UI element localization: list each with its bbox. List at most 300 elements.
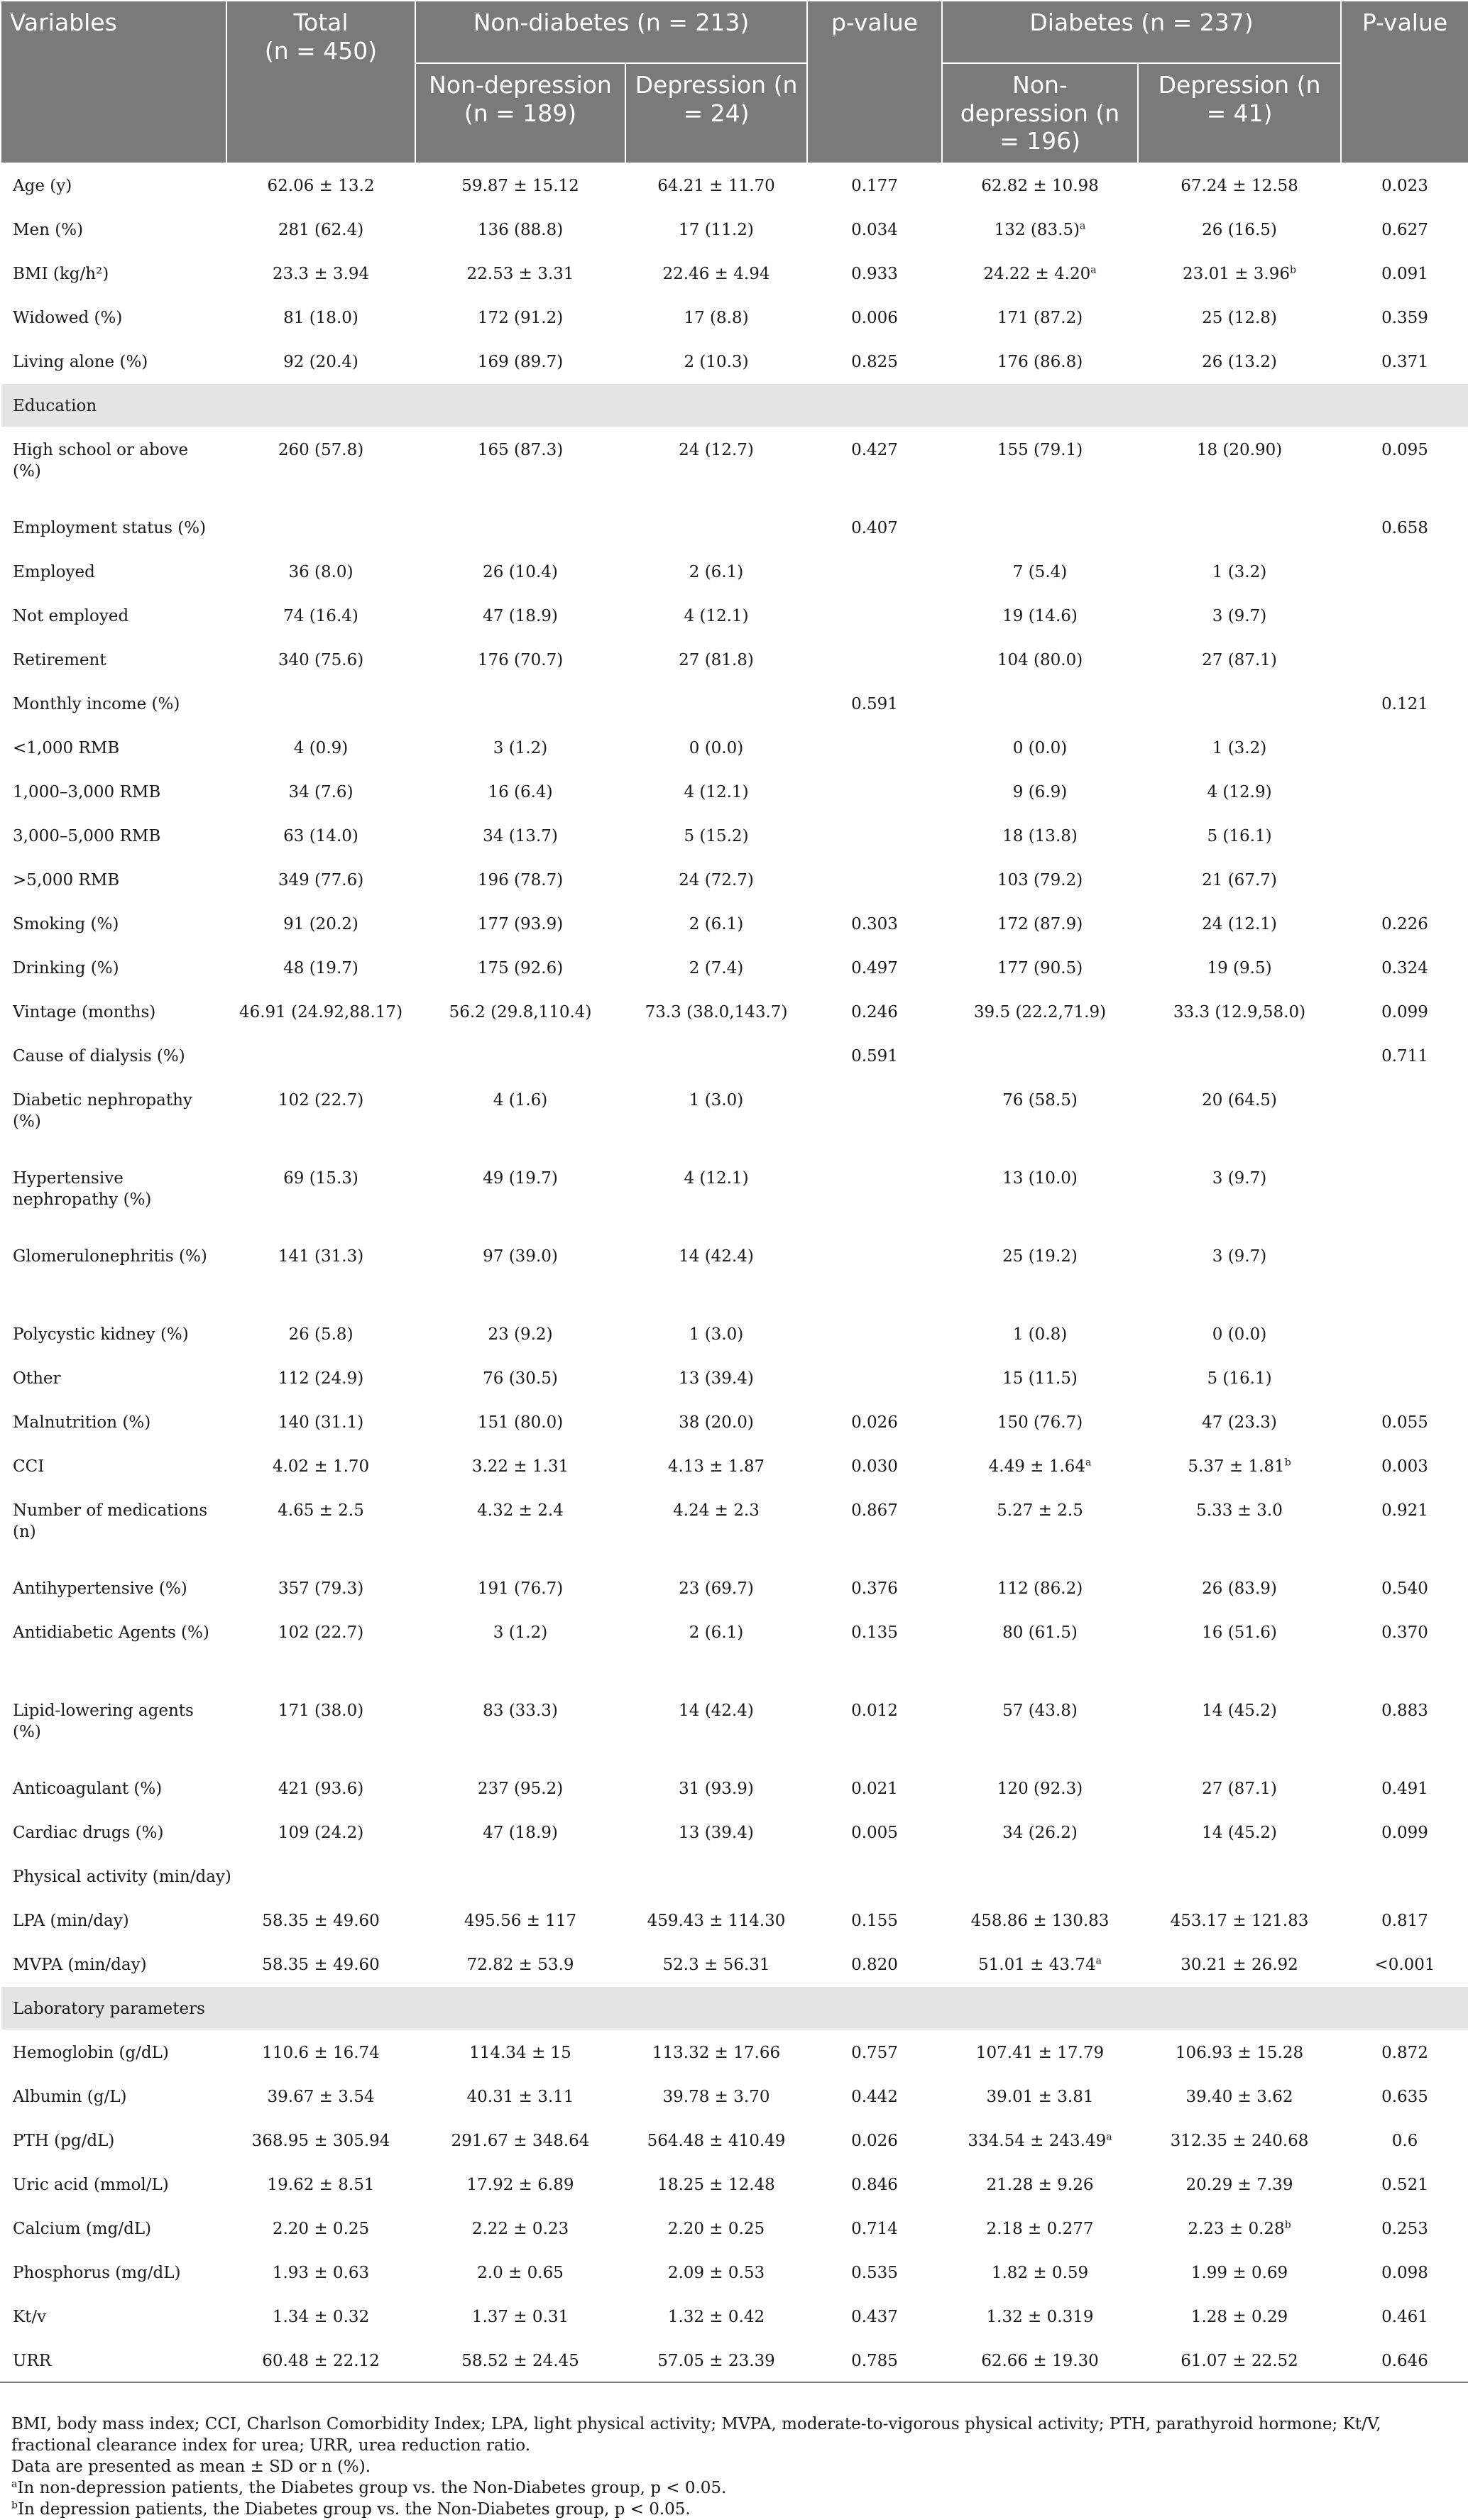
cell-d-dep — [1138, 593, 1341, 637]
footnote-marker: a — [1106, 2131, 1112, 2143]
cell-value: 17.92 ± 6.89 — [466, 2175, 574, 2194]
cell-total — [226, 946, 415, 990]
cell-value: 5.27 ± 2.5 — [997, 1501, 1083, 1520]
footnote-b-mark: b — [11, 2499, 18, 2511]
cell-p-value-1 — [807, 2294, 942, 2338]
cell-nd-dep — [625, 505, 807, 549]
cell-d-nondep — [942, 946, 1138, 990]
cell-value: 9 (6.9) — [1012, 782, 1068, 801]
cell-value: 0.246 — [851, 1002, 898, 1021]
cell-value: 20 (64.5) — [1202, 1090, 1277, 1110]
cell-value: 18 (20.90) — [1196, 440, 1283, 459]
cell-p-value-1 — [807, 1810, 942, 1854]
cell-value: 46.91 (24.92,88.17) — [239, 1002, 403, 1021]
cell-nd-nondep — [415, 295, 625, 339]
cell-value: 112 (86.2) — [997, 1579, 1083, 1598]
cell-value: 14 (45.2) — [1202, 1701, 1277, 1720]
cell-value: 39.40 ± 3.62 — [1185, 2087, 1293, 2106]
cell-d-dep — [1138, 2206, 1341, 2250]
cell-value: 3 (9.7) — [1212, 1168, 1267, 1188]
cell-value: 4.32 ± 2.4 — [477, 1501, 564, 1520]
cell-value: 5 (15.2) — [684, 826, 749, 845]
cell-value: 106.93 ± 15.28 — [1175, 2043, 1304, 2062]
cell-value: 0.867 — [851, 1501, 898, 1520]
cell-nd-nondep — [415, 2074, 625, 2118]
cell-p-value-2 — [1341, 858, 1468, 902]
cell-nd-dep — [625, 1034, 807, 1078]
cell-value: 0.521 — [1381, 2175, 1428, 2194]
cell-d-dep — [1138, 769, 1341, 813]
cell-p-value-2 — [1341, 549, 1468, 593]
table-row — [1, 2030, 1468, 2074]
cell-p-value-2 — [1341, 1156, 1468, 1234]
footnote-marker: b — [1290, 264, 1296, 276]
cell-value: 0 (0.0) — [1012, 738, 1068, 757]
cell-total — [226, 1942, 415, 1986]
cell-value: 0.591 — [851, 1046, 898, 1065]
cell-value: 0.540 — [1381, 1579, 1428, 1598]
cell-total — [226, 2338, 415, 2382]
row-variable: Living alone (%) — [1, 339, 226, 383]
cell-d-dep — [1138, 1898, 1341, 1942]
table-row — [1, 1034, 1468, 1078]
cell-value: 0.371 — [1381, 352, 1428, 371]
cell-value: 2.22 ± 0.23 — [471, 2219, 569, 2238]
cell-d-nondep — [942, 990, 1138, 1034]
cell-value: 0.872 — [1381, 2043, 1428, 2062]
cell-p-value-1 — [807, 339, 942, 383]
cell-nd-dep — [625, 1942, 807, 1986]
cell-value: 59.87 ± 15.12 — [461, 176, 579, 195]
cell-p-value-1 — [807, 902, 942, 946]
cell-value: 495.56 ± 117 — [464, 1911, 577, 1930]
cell-value: 76 (30.5) — [483, 1369, 558, 1388]
cell-value: 1.82 ± 0.59 — [991, 2263, 1089, 2282]
cell-value: 57 (43.8) — [1002, 1701, 1078, 1720]
cell-p-value-1 — [807, 2206, 942, 2250]
footnote-a-text: In non-depression patients, the Diabetes group vs. the Non-Diabetes group, p < 0.05. — [17, 2479, 727, 2497]
cell-nd-dep — [625, 1356, 807, 1400]
cell-nd-nondep — [415, 1610, 625, 1688]
cell-total — [226, 769, 415, 813]
table-row — [1, 1766, 1468, 1810]
cell-total — [226, 2250, 415, 2294]
cell-p-value-1 — [807, 1034, 942, 1078]
cell-d-dep — [1138, 295, 1341, 339]
cell-p-value-1 — [807, 813, 942, 858]
cell-value: 4 (12.1) — [684, 1168, 749, 1188]
cell-value: 0.003 — [1381, 1457, 1428, 1476]
cell-value: 0.427 — [851, 440, 898, 459]
cell-value: 0.627 — [1381, 220, 1428, 239]
cell-nd-dep — [625, 2030, 807, 2074]
cell-nd-dep — [625, 1610, 807, 1688]
cell-nd-dep — [625, 295, 807, 339]
cell-value: 49 (19.7) — [483, 1168, 558, 1188]
row-variable: Widowed (%) — [1, 295, 226, 339]
cell-p-value-2 — [1341, 2030, 1468, 2074]
cell-nd-nondep — [415, 505, 625, 549]
cell-nd-dep — [625, 769, 807, 813]
cell-p-value-1 — [807, 1766, 942, 1810]
cell-nd-dep — [625, 1488, 807, 1566]
table-row — [1, 1854, 1468, 1898]
cell-value: 1.32 ± 0.319 — [986, 2307, 1094, 2326]
cell-p-value-2 — [1341, 2250, 1468, 2294]
table-row — [1, 1234, 1468, 1312]
cell-value: 0.817 — [1381, 1911, 1428, 1930]
cell-d-dep — [1138, 251, 1341, 295]
cell-nd-dep — [625, 1810, 807, 1854]
cell-nd-nondep — [415, 769, 625, 813]
table-row — [1, 383, 1468, 427]
cell-d-nondep — [942, 637, 1138, 681]
cell-value: 196 (78.7) — [477, 870, 564, 889]
cell-value: 1 (0.8) — [1012, 1325, 1068, 1344]
cell-value: 47 (18.9) — [483, 1823, 558, 1842]
row-variable: Phosphorus (mg/dL) — [1, 2250, 226, 2294]
row-variable: Cause of dialysis (%) — [1, 1034, 226, 1078]
cell-value: 2.20 ± 0.25 — [272, 2219, 370, 2238]
cell-value: 23.01 ± 3.96 — [1183, 264, 1290, 283]
table-row — [1, 1156, 1468, 1234]
cell-value: 0.023 — [1381, 176, 1428, 195]
footnote-marker: a — [1085, 1457, 1092, 1469]
cell-value: 0.820 — [851, 1955, 898, 1974]
table-row — [1, 2294, 1468, 2338]
cell-value: 104 (80.0) — [997, 650, 1083, 669]
footnote-marker: b — [1284, 1457, 1291, 1469]
cell-p-value-2 — [1341, 1234, 1468, 1312]
cell-nd-nondep — [415, 1078, 625, 1156]
cell-nd-dep — [625, 902, 807, 946]
cell-d-nondep — [942, 1400, 1138, 1444]
row-variable: Hypertensive nephropathy (%) — [1, 1156, 226, 1234]
footnote-marker: a — [1090, 264, 1097, 276]
table-row — [1, 1942, 1468, 1986]
cell-value: 1 (3.0) — [689, 1325, 744, 1344]
table-row — [1, 339, 1468, 383]
cell-p-value-2 — [1341, 1400, 1468, 1444]
cell-d-dep — [1138, 681, 1341, 725]
cell-value: 26 (5.8) — [288, 1325, 354, 1344]
cell-value: 0.095 — [1381, 440, 1428, 459]
footnote-marker: a — [1095, 1955, 1102, 1967]
cell-p-value-2 — [1341, 681, 1468, 725]
cell-p-value-1 — [807, 637, 942, 681]
cell-p-value-2 — [1341, 2338, 1468, 2382]
cell-value: 0.091 — [1381, 264, 1428, 283]
cell-value: 0.491 — [1381, 1779, 1428, 1798]
cell-nd-dep — [625, 163, 807, 207]
cell-value: 0.012 — [851, 1701, 898, 1720]
cell-total — [226, 990, 415, 1034]
cell-value: 24 (12.7) — [679, 440, 754, 459]
cell-value: 80 (61.5) — [1002, 1623, 1078, 1642]
cell-p-value-2 — [1341, 1810, 1468, 1854]
cell-d-nondep — [942, 1034, 1138, 1078]
cell-p-value-2 — [1341, 1444, 1468, 1488]
cell-p-value-1 — [807, 769, 942, 813]
cell-value: 34 (26.2) — [1002, 1823, 1078, 1842]
cell-value: 0.226 — [1381, 914, 1428, 933]
cell-value: 16 (6.4) — [488, 782, 553, 801]
cell-value: 0.646 — [1381, 2351, 1428, 2370]
cell-nd-nondep — [415, 1034, 625, 1078]
cell-value: 25 (12.8) — [1202, 308, 1277, 327]
cell-value: 20.29 ± 7.39 — [1185, 2175, 1293, 2194]
cell-d-nondep — [942, 769, 1138, 813]
cell-d-nondep — [942, 2250, 1138, 2294]
row-variable: Men (%) — [1, 207, 226, 251]
cell-value: 0.121 — [1381, 694, 1428, 713]
cell-value: 0.711 — [1381, 1046, 1428, 1065]
row-variable: 3,000–5,000 RMB — [1, 813, 226, 858]
table-row — [1, 1810, 1468, 1854]
table-row — [1, 2250, 1468, 2294]
cell-value: 2 (6.1) — [689, 562, 744, 581]
cell-total — [226, 295, 415, 339]
cell-d-nondep — [942, 1566, 1138, 1610]
row-variable: Employment status (%) — [1, 505, 226, 549]
cell-d-nondep — [942, 1156, 1138, 1234]
cell-value: 31 (93.9) — [679, 1779, 754, 1798]
table-footnotes — [11, 2414, 1452, 2520]
cell-value: 3 (9.7) — [1212, 606, 1267, 625]
row-variable: MVPA (min/day) — [1, 1942, 226, 1986]
cell-d-dep — [1138, 813, 1341, 858]
cell-value: 38 (20.0) — [679, 1413, 754, 1432]
cell-value: 4.02 ± 1.70 — [272, 1457, 370, 1476]
cell-value: 0.407 — [851, 518, 898, 537]
cell-nd-nondep — [415, 1400, 625, 1444]
cell-value: 4.65 ± 2.5 — [278, 1501, 364, 1520]
cell-p-value-2 — [1341, 1766, 1468, 1810]
cell-d-dep — [1138, 1234, 1341, 1312]
cell-nd-nondep — [415, 2162, 625, 2206]
cell-total — [226, 902, 415, 946]
row-variable: Monthly income (%) — [1, 681, 226, 725]
cell-d-dep — [1138, 2338, 1341, 2382]
cell-p-value-1 — [807, 1898, 942, 1942]
cell-total — [226, 251, 415, 295]
cell-value: 61.07 ± 22.52 — [1181, 2351, 1298, 2370]
cell-d-nondep — [942, 2030, 1138, 2074]
row-variable: BMI (kg/h²) — [1, 251, 226, 295]
cell-value: 64.21 ± 11.70 — [657, 176, 775, 195]
cell-nd-nondep — [415, 902, 625, 946]
cell-value: 0.933 — [851, 264, 898, 283]
cell-value: 74 (16.4) — [283, 606, 358, 625]
cell-total — [226, 427, 415, 505]
cell-nd-nondep — [415, 1356, 625, 1400]
cell-value: 136 (88.8) — [477, 220, 564, 239]
cell-d-dep — [1138, 339, 1341, 383]
table-row — [1, 2118, 1468, 2162]
row-variable: Not employed — [1, 593, 226, 637]
cell-value: 23 (9.2) — [488, 1325, 553, 1344]
cell-value: 19.62 ± 8.51 — [267, 2175, 375, 2194]
cell-p-value-2 — [1341, 1312, 1468, 1356]
table-row — [1, 1898, 1468, 1942]
table-row — [1, 207, 1468, 251]
cell-total — [226, 1898, 415, 1942]
cell-value: 5 (16.1) — [1207, 826, 1272, 845]
cell-value: 39.78 ± 3.70 — [662, 2087, 770, 2106]
row-variable: Vintage (months) — [1, 990, 226, 1034]
cell-value: 47 (18.9) — [483, 606, 558, 625]
cell-p-value-2 — [1341, 1356, 1468, 1400]
cell-value: 312.35 ± 240.68 — [1170, 2131, 1309, 2150]
cell-nd-nondep — [415, 549, 625, 593]
cell-p-value-2 — [1341, 1898, 1468, 1942]
cell-p-value-2 — [1341, 295, 1468, 339]
cell-nd-nondep — [415, 2294, 625, 2338]
cell-value: 5.33 ± 3.0 — [1196, 1501, 1283, 1520]
cell-value: 14 (42.4) — [679, 1701, 754, 1720]
cell-value: 0.177 — [851, 176, 898, 195]
cell-value: 83 (33.3) — [483, 1701, 558, 1720]
table-row — [1, 2074, 1468, 2118]
cell-p-value-1 — [807, 2250, 942, 2294]
cell-d-dep — [1138, 2162, 1341, 2206]
cell-value: 27 (81.8) — [679, 650, 754, 669]
row-variable: Age (y) — [1, 163, 226, 207]
cell-nd-nondep — [415, 2206, 625, 2250]
row-variable: Malnutrition (%) — [1, 1400, 226, 1444]
cell-value: 4 (12.1) — [684, 606, 749, 625]
cell-nd-dep — [625, 251, 807, 295]
cell-d-dep — [1138, 1312, 1341, 1356]
row-variable: Antihypertensive (%) — [1, 1566, 226, 1610]
cell-nd-nondep — [415, 2338, 625, 2382]
cell-nd-dep — [625, 1312, 807, 1356]
cell-value: 0.883 — [1381, 1701, 1428, 1720]
footnote-a-mark: a — [11, 2478, 18, 2490]
cell-nd-dep — [625, 1566, 807, 1610]
cell-p-value-1 — [807, 251, 942, 295]
cell-value: 2.18 ± 0.277 — [986, 2219, 1094, 2238]
header-diabetes: Diabetes (n = 237) — [942, 1, 1341, 63]
cell-total — [226, 2030, 415, 2074]
cell-value: 2.0 ± 0.65 — [477, 2263, 564, 2282]
cell-d-dep — [1138, 505, 1341, 549]
row-variable: Hemoglobin (g/dL) — [1, 2030, 226, 2074]
cell-nd-dep — [625, 549, 807, 593]
cell-d-dep — [1138, 1688, 1341, 1766]
cell-nd-nondep — [415, 2118, 625, 2162]
cell-value: 132 (83.5) — [994, 220, 1080, 239]
cell-d-nondep — [942, 163, 1138, 207]
cell-nd-dep — [625, 593, 807, 637]
cell-p-value-2 — [1341, 427, 1468, 505]
cell-d-nondep — [942, 1312, 1138, 1356]
cell-d-nondep — [942, 2338, 1138, 2382]
cell-d-nondep — [942, 593, 1138, 637]
cell-d-dep — [1138, 1034, 1341, 1078]
header-p-value-2: P-value — [1341, 1, 1468, 163]
cell-p-value-1 — [807, 2338, 942, 2382]
cell-nd-dep — [625, 427, 807, 505]
cell-value: 52.3 ± 56.31 — [662, 1955, 770, 1974]
section-header: Education — [1, 383, 1468, 427]
cell-value: 81 (18.0) — [283, 308, 358, 327]
cell-d-dep — [1138, 1766, 1341, 1810]
cell-p-value-2 — [1341, 2074, 1468, 2118]
table-row — [1, 549, 1468, 593]
cell-d-dep — [1138, 1356, 1341, 1400]
cell-value: 0.714 — [851, 2219, 898, 2238]
header-d-non-depression: Non-depression (n = 196) — [942, 63, 1138, 163]
cell-value: 4.24 ± 2.3 — [673, 1501, 760, 1520]
cell-value: 5.37 ± 1.81 — [1188, 1457, 1285, 1476]
row-variable: High school or above (%) — [1, 427, 226, 505]
table-row — [1, 163, 1468, 207]
table-row — [1, 637, 1468, 681]
cell-value: 67.24 ± 12.58 — [1181, 176, 1298, 195]
cell-total — [226, 858, 415, 902]
cell-p-value-1 — [807, 1566, 942, 1610]
cell-value: 73.3 (38.0,143.7) — [645, 1002, 788, 1021]
cell-value: 237 (95.2) — [477, 1779, 564, 1798]
cell-value: 2.09 ± 0.53 — [667, 2263, 765, 2282]
cell-value: 92 (20.4) — [283, 352, 358, 371]
cell-value: 0.006 — [851, 308, 898, 327]
cell-nd-nondep — [415, 1312, 625, 1356]
cell-p-value-2 — [1341, 2206, 1468, 2250]
section-header: Laboratory parameters — [1, 1986, 1468, 2030]
cell-nd-nondep — [415, 1942, 625, 1986]
header-non-diabetes: Non-diabetes (n = 213) — [415, 1, 807, 63]
cell-nd-dep — [625, 1078, 807, 1156]
cell-value: 27 (87.1) — [1202, 650, 1277, 669]
cell-value: 4.13 ± 1.87 — [667, 1457, 765, 1476]
cell-value: 21 (67.7) — [1202, 870, 1277, 889]
cell-value: 0.055 — [1381, 1413, 1428, 1432]
cell-nd-nondep — [415, 1688, 625, 1766]
cell-value: 0.785 — [851, 2351, 898, 2370]
cell-total — [226, 1766, 415, 1810]
cell-value: 1 (3.2) — [1212, 738, 1267, 757]
header-total-n: (n = 450) — [264, 36, 378, 65]
cell-value: 155 (79.1) — [997, 440, 1083, 459]
cell-value: 0.370 — [1381, 1623, 1428, 1642]
cell-d-dep — [1138, 946, 1341, 990]
cell-d-dep — [1138, 1444, 1341, 1488]
cell-nd-dep — [625, 637, 807, 681]
cell-value: 26 (13.2) — [1202, 352, 1277, 371]
cell-nd-dep — [625, 2162, 807, 2206]
cell-value: 1.34 ± 0.32 — [272, 2307, 370, 2326]
table-row — [1, 902, 1468, 946]
cell-nd-nondep — [415, 1234, 625, 1312]
cell-d-dep — [1138, 549, 1341, 593]
cell-value: 56.2 (29.8,110.4) — [449, 1002, 592, 1021]
cell-value: 0.658 — [1381, 518, 1428, 537]
cell-value: 114.34 ± 15 — [469, 2043, 571, 2062]
cell-value: 459.43 ± 114.30 — [647, 1911, 786, 1930]
row-variable: Lipid-lowering agents (%) — [1, 1688, 226, 1766]
cell-nd-nondep — [415, 1566, 625, 1610]
cell-p-value-1 — [807, 858, 942, 902]
cell-d-nondep — [942, 505, 1138, 549]
cell-nd-nondep — [415, 2250, 625, 2294]
cell-p-value-2 — [1341, 251, 1468, 295]
table-row — [1, 1610, 1468, 1688]
table-row — [1, 295, 1468, 339]
cell-value: 14 (45.2) — [1202, 1823, 1277, 1842]
cell-p-value-2 — [1341, 725, 1468, 769]
